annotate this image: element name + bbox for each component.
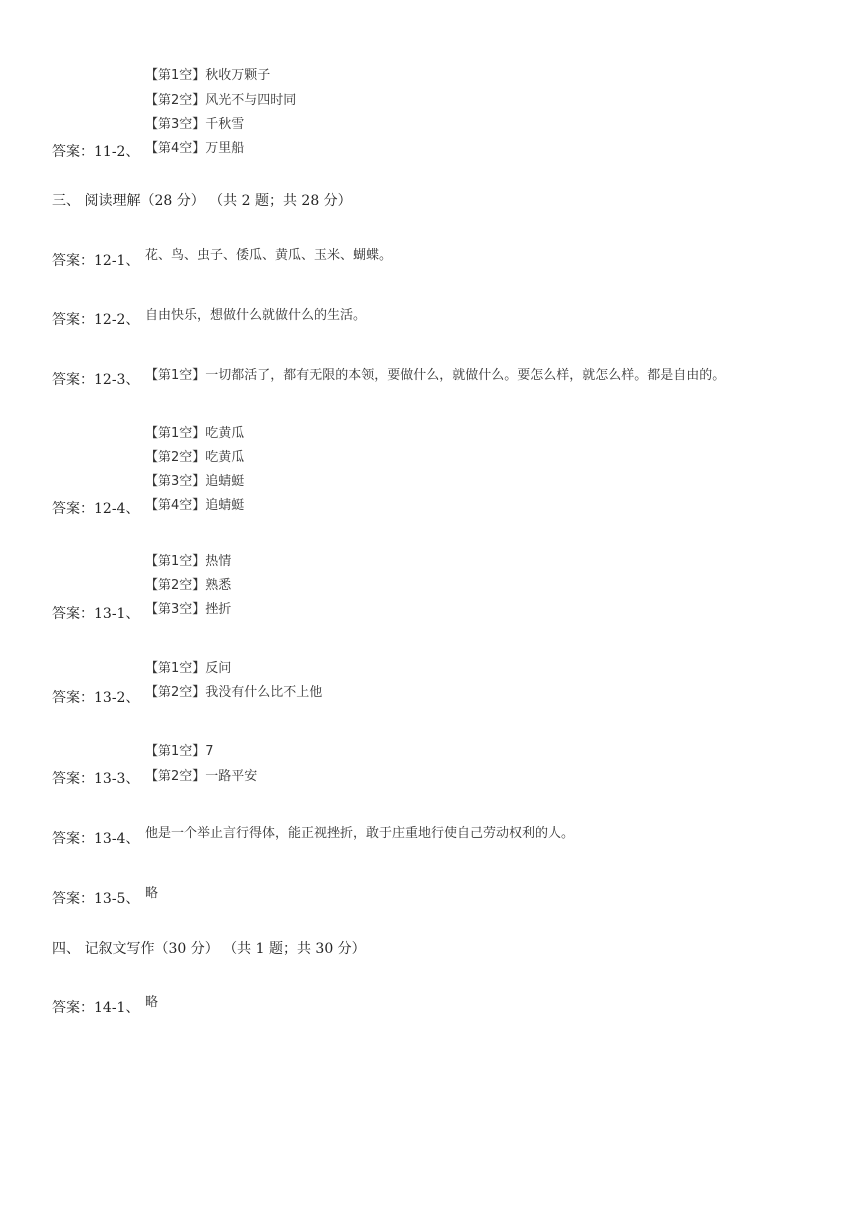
answer-line: 【第2空】熟悉 <box>145 578 232 593</box>
answer-label: 答案：11-2、 <box>52 144 140 160</box>
answer-line: 【第2空】一路平安 <box>145 769 258 784</box>
answer-line: 【第1空】7 <box>145 744 214 759</box>
answer-label: 答案：12-4、 <box>52 501 140 517</box>
answer-label: 答案：12-1、 <box>52 253 140 269</box>
answer-line: 【第4空】追蜻蜓 <box>145 498 245 513</box>
answer-line: 花、鸟、虫子、倭瓜、黄瓜、玉米、蝴蝶。 <box>145 248 393 263</box>
answer-label: 答案：13-5、 <box>52 891 140 907</box>
answer-label: 答案：13-2、 <box>52 690 140 706</box>
answer-line: 【第1空】一切都活了，都有无限的本领，要做什么，就做什么。要怎么样，就怎么样。都是自由的。 <box>145 368 726 383</box>
answer-line: 【第3空】挫折 <box>145 602 232 617</box>
answer-line: 【第2空】我没有什么比不上他 <box>145 685 323 700</box>
answer-label: 答案：14-1、 <box>52 1000 140 1016</box>
answer-label: 答案：13-1、 <box>52 606 140 622</box>
section-heading-writing: 四、 记叙文写作（30 分） （共 1 题；共 30 分） <box>52 941 366 957</box>
answer-label: 答案：13-3、 <box>52 771 140 787</box>
answer-line: 略 <box>145 886 159 901</box>
answer-line: 【第4空】万里船 <box>145 141 245 156</box>
answer-line: 【第1空】反问 <box>145 661 232 676</box>
answer-line: 【第1空】吃黄瓜 <box>145 426 245 441</box>
section-heading-reading: 三、 阅读理解（28 分） （共 2 题；共 28 分） <box>52 193 352 209</box>
answer-line: 【第1空】热情 <box>145 554 232 569</box>
answer-line: 【第3空】追蜻蜓 <box>145 474 245 489</box>
answer-label: 答案：13-4、 <box>52 831 140 847</box>
answer-line: 【第1空】秋收万颗子 <box>145 68 271 83</box>
answer-line: 自由快乐，想做什么就做什么的生活。 <box>145 308 367 323</box>
answer-line: 【第2空】风光不与四时同 <box>145 93 297 108</box>
answer-line: 【第3空】千秋雪 <box>145 117 245 132</box>
answer-line: 【第2空】吃黄瓜 <box>145 450 245 465</box>
answer-label: 答案：12-2、 <box>52 312 140 328</box>
answer-line: 他是一个举止言行得体，能正视挫折，敢于庄重地行使自己劳动权利的人。 <box>145 826 575 841</box>
answer-label: 答案：12-3、 <box>52 372 140 388</box>
answer-line: 略 <box>145 995 159 1010</box>
